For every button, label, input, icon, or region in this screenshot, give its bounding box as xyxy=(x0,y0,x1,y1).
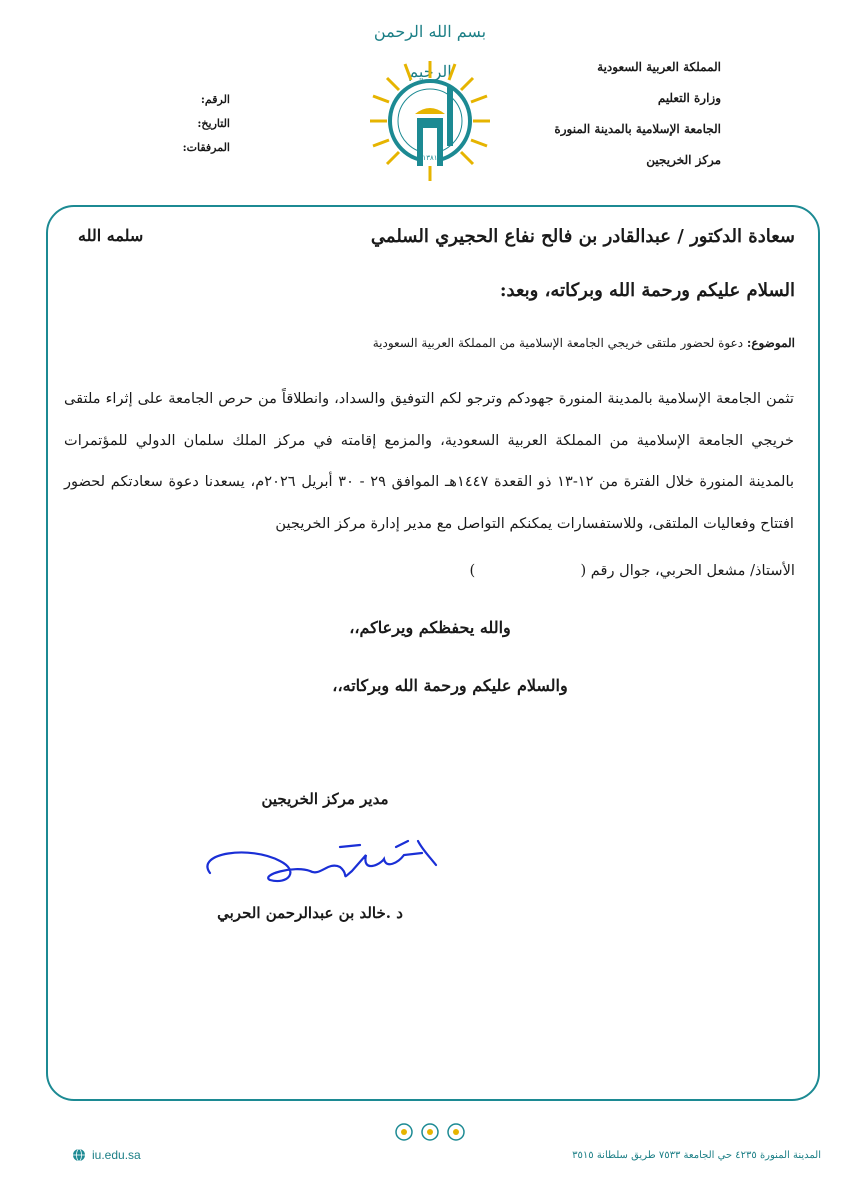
label-number: الرقم: xyxy=(200,93,230,106)
signatory-name: د .خالد بن عبدالرحمن الحربي xyxy=(217,904,403,922)
handwritten-signature xyxy=(190,825,450,905)
website-text: iu.edu.sa xyxy=(92,1148,141,1162)
subject-line xyxy=(155,336,795,350)
contact-line xyxy=(195,562,795,579)
contact-text: الأستاذ/ مشعل الحربي، جوال رقم ( xyxy=(580,562,795,579)
greeting: السلام عليكم ورحمة الله وبركاته، وبعد: xyxy=(499,280,795,301)
honorific: سلمه الله xyxy=(78,226,144,245)
header-line-country: المملكة العربية السعودية xyxy=(597,60,721,74)
basmala-calligraphy: بسم الله الرحمن xyxy=(373,22,487,41)
reference-fields xyxy=(170,88,230,160)
subject-label: الموضوع: xyxy=(746,336,795,350)
header-line-university: الجامعة الإسلامية بالمدينة المنورة xyxy=(554,122,721,136)
closing-prayer: والله يحفظكم ويرعاكم،، xyxy=(349,618,511,637)
logo-year: ١٣٨١ xyxy=(422,154,438,162)
signatory-title: مدير مركز الخريجين xyxy=(261,790,389,808)
website-link[interactable] xyxy=(72,1148,141,1162)
header-line-ministry: وزارة التعليم xyxy=(657,91,721,105)
closing-salutation: والسلام عليكم ورحمة الله وبركاته،، xyxy=(332,676,568,695)
header-line-center: مركز الخريجين xyxy=(646,153,721,167)
university-logo xyxy=(365,56,495,186)
institution-header xyxy=(481,52,721,176)
body-paragraph: تثمن الجامعة الإسلامية بالمدينة المنورة جهودكم وترجو لكم التوفيق والسداد، وانطلاقاً من حرص الجامعة على إثراء ملتقى خريجي الجامعة الإسلامية من المملكة العربية السعودية، والمزمع إقامته في مركز الملك سلمان الدولي للمؤتمرات بالمدينة المنورة خلال الفترة من ١٢-١٣ ذو القعدة ١٤٤٧هـ الموافق ٢٩ - ٣٠ أبريل ٢٠٢٦م، يسعدنا دعوة سعادتكم لحضور افتتاح وفعاليات الملتقى، وللاستفسارات يمكنكم التواصل مع مدير إدارة مركز الخريجين xyxy=(64,390,795,532)
globe-icon xyxy=(72,1148,86,1162)
contact-close: ) xyxy=(469,562,476,579)
redacted-phone xyxy=(480,563,576,579)
addressee: سعادة الدكتور / عبدالقادر بن فالح نفاع الحجيري السلمي xyxy=(370,226,795,247)
footer-address: المدينة المنورة ٤٢٣٥ حي الجامعة ٧٥٣٣ طريق سلطانة ٣٥١٥ xyxy=(572,1150,821,1161)
label-attachments: المرفقات: xyxy=(182,141,230,154)
decorative-ornaments xyxy=(390,1118,470,1146)
subject-text: دعوة لحضور ملتقى خريجي الجامعة الإسلامية من المملكة العربية السعودية xyxy=(372,336,744,350)
label-date: التاريخ: xyxy=(197,117,230,130)
